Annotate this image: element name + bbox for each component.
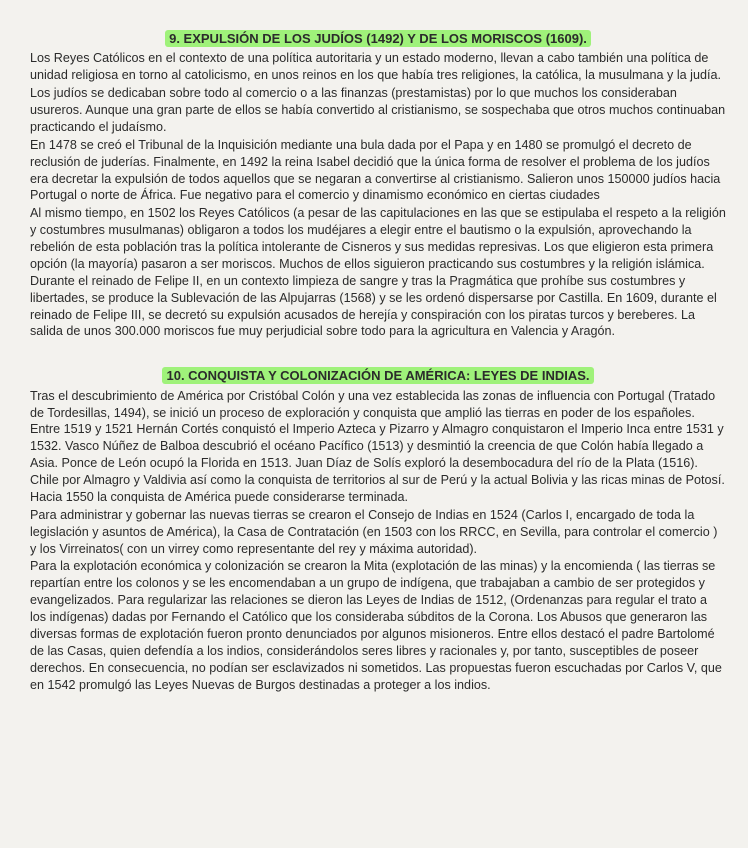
section-10-paragraph-3: Para la explotación económica y colonización se crearon la Mita (explotación de las minas) y la encomienda ( las tierras se repartían entre los colonos y se les encomendaban a un grupo de indígena, que trabajaban a cambio de ser protegidos y evangelizados. Para regularizar las relaciones se dieron las Leyes de Indias de 1512, (Ordenanzas para regular el trato a los indígenas) dadas por Fernando el Católico que los consideraba súbditos de la Corona. Los Abusos que generaron las diversas formas de explotación fueron pronto denunciados por algunos misioneros. Entre ellos destacó el padre Bartolomé de las Casas, quien defendía a los indios, considerándolos seres libres y racionales y, por tanto, susceptibles de poseer derechos. En consecuencia, no podían ser esclavizados ni sometidos. Las propuestas fueron escuchadas por Carlos V, que en 1542 promulgó las Leyes Nuevas de Burgos destinadas a proteger a los indios. xyxy=(30,559,722,692)
section-9-title: 9. EXPULSIÓN DE LOS JUDÍOS (1492) Y DE LOS MORISCOS (1609). xyxy=(165,30,591,47)
section-10-paragraph-1: Tras el descubrimiento de América por Cristóbal Colón y una vez establecida las zonas de influencia con Portugal (Tratado de Tordesillas, 1494), se inició un proceso de exploración y conquista que amplió las tierras en poder de los españoles. Entre 1519 y 1521 Hernán Cortés conquistó el Imperio Azteca y Pizarro y Almagro conquistaron el Imperio Inca entre 1531 y 1532. Vasco Núñez de Balboa descubrió el océano Pacífico (1513) y desmintió la creencia de que Colón había llegado a Asia. Ponce de León ocupó la Florida en 1513. Juan Díaz de Solís exploró la desembocadura del río de la Plata (1516). Chile por Almagro y Valdivia así como la conquista de territorios al sur de Perú y la actual Bolivia y las ricas minas de Potosí. Hacia 1550 la conquista de América puede considerarse terminada. xyxy=(30,388,725,504)
section-9-paragraph-1: Los Reyes Católicos en el contexto de una política autoritaria y un estado moderno, llevan a cabo también una política de unidad religiosa en torno al catolicismo, en unos reinos en los que había tres religiones, la católica, la musulmana y la judía. xyxy=(30,51,721,83)
section-9-paragraph-3: En 1478 se creó el Tribunal de la Inquisición mediante una bula dada por el Papa y en 1480 se promulgó el decreto de reclusión de juderías. Finalmente, en 1492 la reina Isabel decidió que la única forma de resolver el problema de los judíos era decretar la expulsión de todos aquellos que se negaran a convertirse al cristianismo. Salieron unos 150000 judíos hacia Portugal o norte de África. Fue negativo para el comercio y dinamismo económico en ciertas ciudades xyxy=(30,137,721,203)
section-10-title: 10. CONQUISTA Y COLONIZACIÓN DE AMÉRICA: LEYES DE INDIAS. xyxy=(162,367,593,384)
section-9-heading xyxy=(30,30,726,47)
section-10-paragraph-2: Para administrar y gobernar las nuevas tierras se crearon el Consejo de Indias en 1524 (Carlos I, encargado de toda la legislación y asuntos de América), la Casa de Contratación (en 1503 con los RRCC, en Sevilla, para controlar el comercio ) y los Virreinatos( con un virrey como representante del rey y máxima autoridad). xyxy=(30,507,718,556)
section-9-paragraph-4: Al mismo tiempo, en 1502 los Reyes Católicos (a pesar de las capitulaciones en las que se estipulaba el respeto a la religión y costumbres musulmanas) obligaron a todos los mudéjares a elegir entre el bautismo o la expulsión, aprovechando la rebelión de esta población tras la política intolerante de Cisneros y sus medidas represivas. Los que eligieron esta primera opción (la mayoría) pasaron a ser moriscos. Muchos de ellos siguieron practicando sus costumbres y la religión islámica. Durante el reinado de Felipe II, en un contexto limpieza de sangre y tras la Pragmática que prohíbe sus costumbres y libertades, se produce la Sublevación de las Alpujarras (1568) y se les ordenó dispersarse por Castilla. En 1609, durante el reinado de Felipe III, se decretó su expulsión acusados de herejía y conspiración con los piratas turcos y bereberes. La salida de unos 300.000 moriscos fue muy perjudicial sobre todo para la agricultura en Valencia y Aragón. xyxy=(30,206,726,339)
section-9-paragraph-2: Los judíos se dedicaban sobre todo al comercio o a las finanzas (prestamistas) por lo que muchos los consideraban usureros. Aunque una gran parte de ellos se había convertido al cristianismo, se sospechaba que otros muchos continuaban practicando el judaísmo. xyxy=(30,86,726,134)
section-10-heading xyxy=(30,367,726,384)
